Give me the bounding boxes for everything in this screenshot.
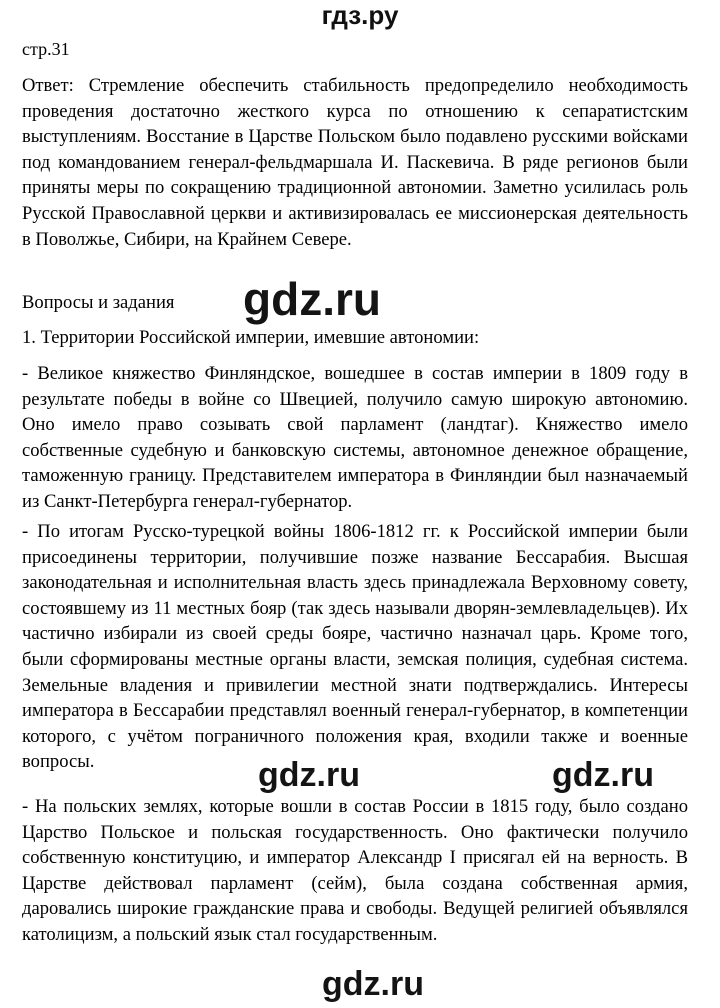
- watermark-right: gdz.ru: [552, 756, 654, 794]
- watermark-bottom: gdz.ru: [322, 965, 424, 1003]
- question-1: 1. Территории Российской империи, имевшие автономии:: [22, 327, 480, 348]
- watermark-left: gdz.ru: [258, 756, 360, 794]
- page-reference: стр.31: [22, 39, 70, 59]
- watermark-main: gdz.ru: [243, 273, 381, 325]
- site-header-title: гдз.ру: [321, 0, 399, 30]
- answer-item-poland: - На польских землях, которые вошли в состав России в 1815 году, было создано Царство Польское и польская государственность. Оно фактически получило собственную конституцию, и император Александр I присягал ей на верность. В Царстве действовал парламент (сейм), была создана собственная армия, даровались широкие гражданские права и свободы. Ведущей религией объявлялся католицизм, а польский язык стал государственным.: [22, 796, 688, 945]
- section-heading: Вопросы и задания: [22, 292, 175, 313]
- answer-item-finland: - Великое княжество Финляндское, вошедшее в состав империи в 1809 году в результате победы в войне со Швецией, получило самую широкую автономию. Оно имело право созывать свой парламент (ландтаг). Княжество имело собственные судебную и банковскую системы, автономное денежное обращение, таможенную границу. Представителем императора в Финляндии был назначаемый из Санкт-Петербурга генерал-губернатор.: [22, 363, 688, 512]
- answer-item-bessarabia: - По итогам Русско-турецкой войны 1806-1812 гг. к Российской империи были присоединены территории, получившие позже название Бессарабия. Высшая законодательная и исполнительная власть здесь принадлежала Верховному совету, состоявшему из 11 местных бояр (так здесь называли дворян-землевладельцев). Их частично избирали из своей среды бояре, частично назначал царь. Кроме того, были сформированы местные органы власти, земская полиция, судебная система. Земельные владения и привилегии местной знати подтверждались. Интересы императора в Бессарабии представлял военный генерал-губернатор, в компетенции которого, с учётом пограничного положения края, входили также и военные вопросы.: [22, 521, 688, 773]
- answer-paragraph: Ответ: Стремление обеспечить стабильность предопределило необходимость проведения достаточно жесткого курса по отношению к сепаратистским выступлениям. Восстание в Царстве Польском было подавлено русскими войсками под командованием генерал-фельдмаршала И. Паскевича. В ряде регионов были приняты меры по сокращению традиционной автономии. Заметно усилилась роль Русской Православной церкви и активизировалась ее миссионерская деятельность в Поволжье, Сибири, на Крайнем Севере.: [22, 75, 688, 250]
